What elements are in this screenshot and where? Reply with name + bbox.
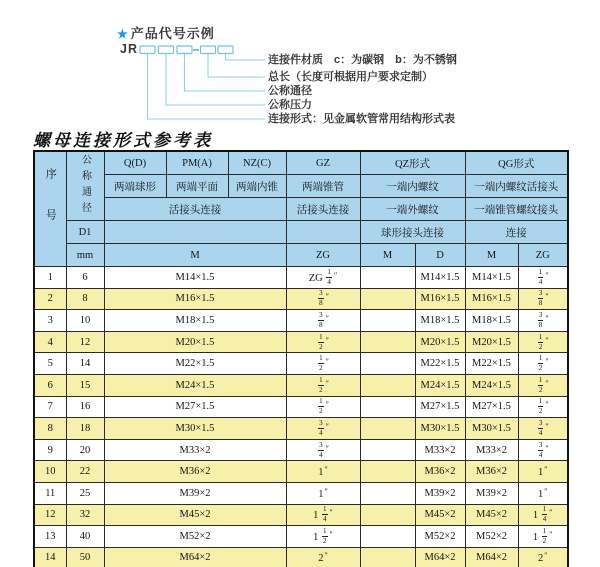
- cell: 40: [66, 526, 104, 548]
- header-qz-d: D: [415, 244, 465, 267]
- cell: [360, 418, 415, 440]
- cell: M64×2: [415, 547, 465, 567]
- table-row: [34, 461, 568, 483]
- table-row: [34, 439, 568, 461]
- cell: M14×1.5: [415, 267, 465, 289]
- cell: M20×1.5: [104, 331, 286, 353]
- cell: 1 $\frac{1}{4}$ ″: [286, 504, 360, 526]
- cell: [360, 482, 415, 504]
- cell: $\frac{1}{2}$ ″: [518, 353, 568, 375]
- cell: $\frac{3}{8}$ ″: [286, 310, 360, 332]
- cell: M36×2: [104, 461, 286, 483]
- cell: M52×2: [415, 526, 465, 548]
- cell: 15: [66, 374, 104, 396]
- cell: $\frac{1}{2}$ ″: [286, 331, 360, 353]
- cell: 1 $\frac{1}{2}$ ″: [518, 526, 568, 548]
- cell: $\frac{1}{2}$ ″: [286, 374, 360, 396]
- cell: 6: [34, 374, 66, 396]
- header-mm: mm: [66, 244, 104, 267]
- cell: [360, 353, 415, 375]
- diagram-heading-text: 产品代号示例: [130, 26, 215, 41]
- cell: 18: [66, 418, 104, 440]
- cell: 14: [34, 547, 66, 567]
- table-row: [34, 418, 568, 440]
- header-gz-sub: 两端锥管: [286, 175, 360, 198]
- header-qz-connection: 球形接头连接: [360, 221, 465, 244]
- cell: M20×1.5: [465, 331, 518, 353]
- header-gz: GZ: [286, 151, 360, 175]
- cell: [360, 461, 415, 483]
- diagram-label-5: 连接形式：见金属软管常用结构形式表: [268, 113, 455, 125]
- cell: 12: [34, 504, 66, 526]
- cell: [360, 504, 415, 526]
- cell: M16×1.5: [104, 288, 286, 310]
- cell: M22×1.5: [465, 353, 518, 375]
- cell: M30×1.5: [415, 418, 465, 440]
- cell: 22: [66, 461, 104, 483]
- table-body: [34, 267, 568, 567]
- header-qg-connection: 连接: [465, 221, 568, 244]
- table-row: [34, 374, 568, 396]
- cell: 8: [34, 418, 66, 440]
- cell: ZG $\frac{1}{4}$ ″: [286, 267, 360, 289]
- cell: 10: [66, 310, 104, 332]
- cell: 1″: [286, 461, 360, 483]
- cell: $\frac{1}{2}$ ″: [518, 331, 568, 353]
- diagram-label-1: 连接件材质 c：为碳钢 b：为不锈钢: [268, 54, 457, 66]
- cell: M18×1.5: [465, 310, 518, 332]
- header-qg-sub2: 一端锥管螺纹接头: [465, 198, 568, 221]
- nut-connection-table-wrap: [33, 150, 569, 567]
- cell: M24×1.5: [104, 374, 286, 396]
- nut-connection-table: [33, 150, 569, 567]
- header-q: Q(D): [104, 151, 166, 175]
- table-row: [34, 353, 568, 375]
- cell: 2: [34, 288, 66, 310]
- header-qz-sub2: 一端外螺纹: [360, 198, 465, 221]
- header-qz-m: M: [360, 244, 415, 267]
- cell: M22×1.5: [415, 353, 465, 375]
- cell: 1 $\frac{1}{4}$ ″: [518, 504, 568, 526]
- diagram-label-4: 公称压力: [268, 99, 312, 111]
- header-qg-m: M: [465, 244, 518, 267]
- header-m-wide: M: [104, 244, 286, 267]
- header-left-connection: 活接头连接: [104, 198, 286, 221]
- cell: M52×2: [104, 526, 286, 548]
- code-box-1: [140, 46, 155, 54]
- header-qg: QG形式: [465, 151, 568, 175]
- cell: $\frac{3}{4}$ ″: [286, 418, 360, 440]
- header-blank-gz: [286, 221, 360, 244]
- table-row: [34, 267, 568, 289]
- cell: 1″: [518, 482, 568, 504]
- cell: 1: [34, 267, 66, 289]
- cell: [360, 288, 415, 310]
- cell: 1 $\frac{1}{2}$ ″: [286, 526, 360, 548]
- cell: M36×2: [465, 461, 518, 483]
- cell: 2″: [518, 547, 568, 567]
- cell: 14: [66, 353, 104, 375]
- cell: M20×1.5: [415, 331, 465, 353]
- cell: M30×1.5: [465, 418, 518, 440]
- code-box-5: [218, 46, 233, 54]
- header-zg: ZG: [286, 244, 360, 267]
- cell: M18×1.5: [415, 310, 465, 332]
- star-icon: ★: [117, 27, 129, 41]
- cell: [360, 439, 415, 461]
- cell: M18×1.5: [104, 310, 286, 332]
- cell: M64×2: [104, 547, 286, 567]
- cell: M33×2: [104, 439, 286, 461]
- cell: 1″: [286, 482, 360, 504]
- cell: 16: [66, 396, 104, 418]
- cell: M22×1.5: [104, 353, 286, 375]
- table-title: 螺母连接形式参考表: [33, 131, 213, 151]
- cell: M45×2: [104, 504, 286, 526]
- table-row: [34, 331, 568, 353]
- cell: M24×1.5: [465, 374, 518, 396]
- cell: $\frac{1}{4}$ ″: [518, 267, 568, 289]
- cell: 3: [34, 310, 66, 332]
- connector-line-5: [148, 54, 266, 119]
- cell: M16×1.5: [415, 288, 465, 310]
- cell: 11: [34, 482, 66, 504]
- cell: M27×1.5: [104, 396, 286, 418]
- cell: 50: [66, 547, 104, 567]
- cell: $\frac{3}{4}$ ″: [518, 439, 568, 461]
- cell: 9: [34, 439, 66, 461]
- cell: M52×2: [465, 526, 518, 548]
- cell: 7: [34, 396, 66, 418]
- table-row: [34, 288, 568, 310]
- cell: $\frac{1}{2}$ ″: [286, 353, 360, 375]
- table-row: [34, 396, 568, 418]
- diagram-label-2: 总长（长度可根据用户要求定制）: [268, 71, 433, 83]
- cell: 20: [66, 439, 104, 461]
- cell: $\frac{3}{8}$ ″: [286, 288, 360, 310]
- cell: 6: [66, 267, 104, 289]
- diagram-label-3: 公称通径: [268, 85, 312, 97]
- cell: $\frac{3}{8}$ ″: [518, 288, 568, 310]
- header-d1: D1: [66, 221, 104, 244]
- connector-line-2: [208, 54, 265, 77]
- cell: [360, 267, 415, 289]
- cell: M14×1.5: [465, 267, 518, 289]
- cell: 4: [34, 331, 66, 353]
- cell: 13: [34, 526, 66, 548]
- cell: 1″: [518, 461, 568, 483]
- cell: 2″: [286, 547, 360, 567]
- cell: 8: [66, 288, 104, 310]
- cell: 25: [66, 482, 104, 504]
- cell: M33×2: [415, 439, 465, 461]
- cell: [360, 526, 415, 548]
- header-seq: 序号: [34, 151, 66, 267]
- table-row: [34, 482, 568, 504]
- header-blank-left: [104, 221, 286, 244]
- cell: M64×2: [465, 547, 518, 567]
- cell: $\frac{3}{4}$ ″: [518, 418, 568, 440]
- cell: $\frac{1}{2}$ ″: [518, 396, 568, 418]
- code-box-2: [159, 46, 174, 54]
- header-pm-sub: 两端平面: [166, 175, 228, 198]
- cell: 32: [66, 504, 104, 526]
- cell: M45×2: [465, 504, 518, 526]
- cell: M30×1.5: [104, 418, 286, 440]
- header-qz: QZ形式: [360, 151, 465, 175]
- header-qg-sub1: 一端内螺纹活接头: [465, 175, 568, 198]
- cell: $\frac{1}{2}$ ″: [286, 396, 360, 418]
- cell: $\frac{3}{4}$ ″: [286, 439, 360, 461]
- cell: [360, 310, 415, 332]
- cell: M27×1.5: [465, 396, 518, 418]
- cell: M45×2: [415, 504, 465, 526]
- header-nz: NZ(C): [228, 151, 286, 175]
- cell: M36×2: [415, 461, 465, 483]
- header-gz-connection: 活接头连接: [286, 198, 360, 221]
- connector-line-1: [226, 54, 266, 60]
- cell: 12: [66, 331, 104, 353]
- cell: 10: [34, 461, 66, 483]
- cell: $\frac{3}{8}$ ″: [518, 310, 568, 332]
- header-qz-sub1: 一端内螺纹: [360, 175, 465, 198]
- cell: 5: [34, 353, 66, 375]
- cell: M39×2: [104, 482, 286, 504]
- code-box-3: [177, 46, 192, 54]
- cell: M33×2: [465, 439, 518, 461]
- header-qg-zg: ZG: [518, 244, 568, 267]
- cell: M39×2: [465, 482, 518, 504]
- cell: [360, 547, 415, 567]
- cell: [360, 396, 415, 418]
- header-q-sub: 两端球形: [104, 175, 166, 198]
- cell: M16×1.5: [465, 288, 518, 310]
- header-nominal-diameter: 公称通径: [66, 151, 104, 221]
- table-row: [34, 547, 568, 567]
- cell: $\frac{1}{2}$ ″: [518, 374, 568, 396]
- cell: M14×1.5: [104, 267, 286, 289]
- table-row: [34, 526, 568, 548]
- product-code-prefix: JR: [120, 42, 138, 56]
- cell: M24×1.5: [415, 374, 465, 396]
- table-header: [34, 151, 568, 267]
- cell: [360, 331, 415, 353]
- code-box-4: [201, 46, 216, 54]
- header-nz-sub: 两端内锥: [228, 175, 286, 198]
- table-row: [34, 310, 568, 332]
- connector-line-4: [166, 54, 265, 105]
- header-pm: PM(A): [166, 151, 228, 175]
- table-row: [34, 504, 568, 526]
- cell: [360, 374, 415, 396]
- cell: M27×1.5: [415, 396, 465, 418]
- cell: M39×2: [415, 482, 465, 504]
